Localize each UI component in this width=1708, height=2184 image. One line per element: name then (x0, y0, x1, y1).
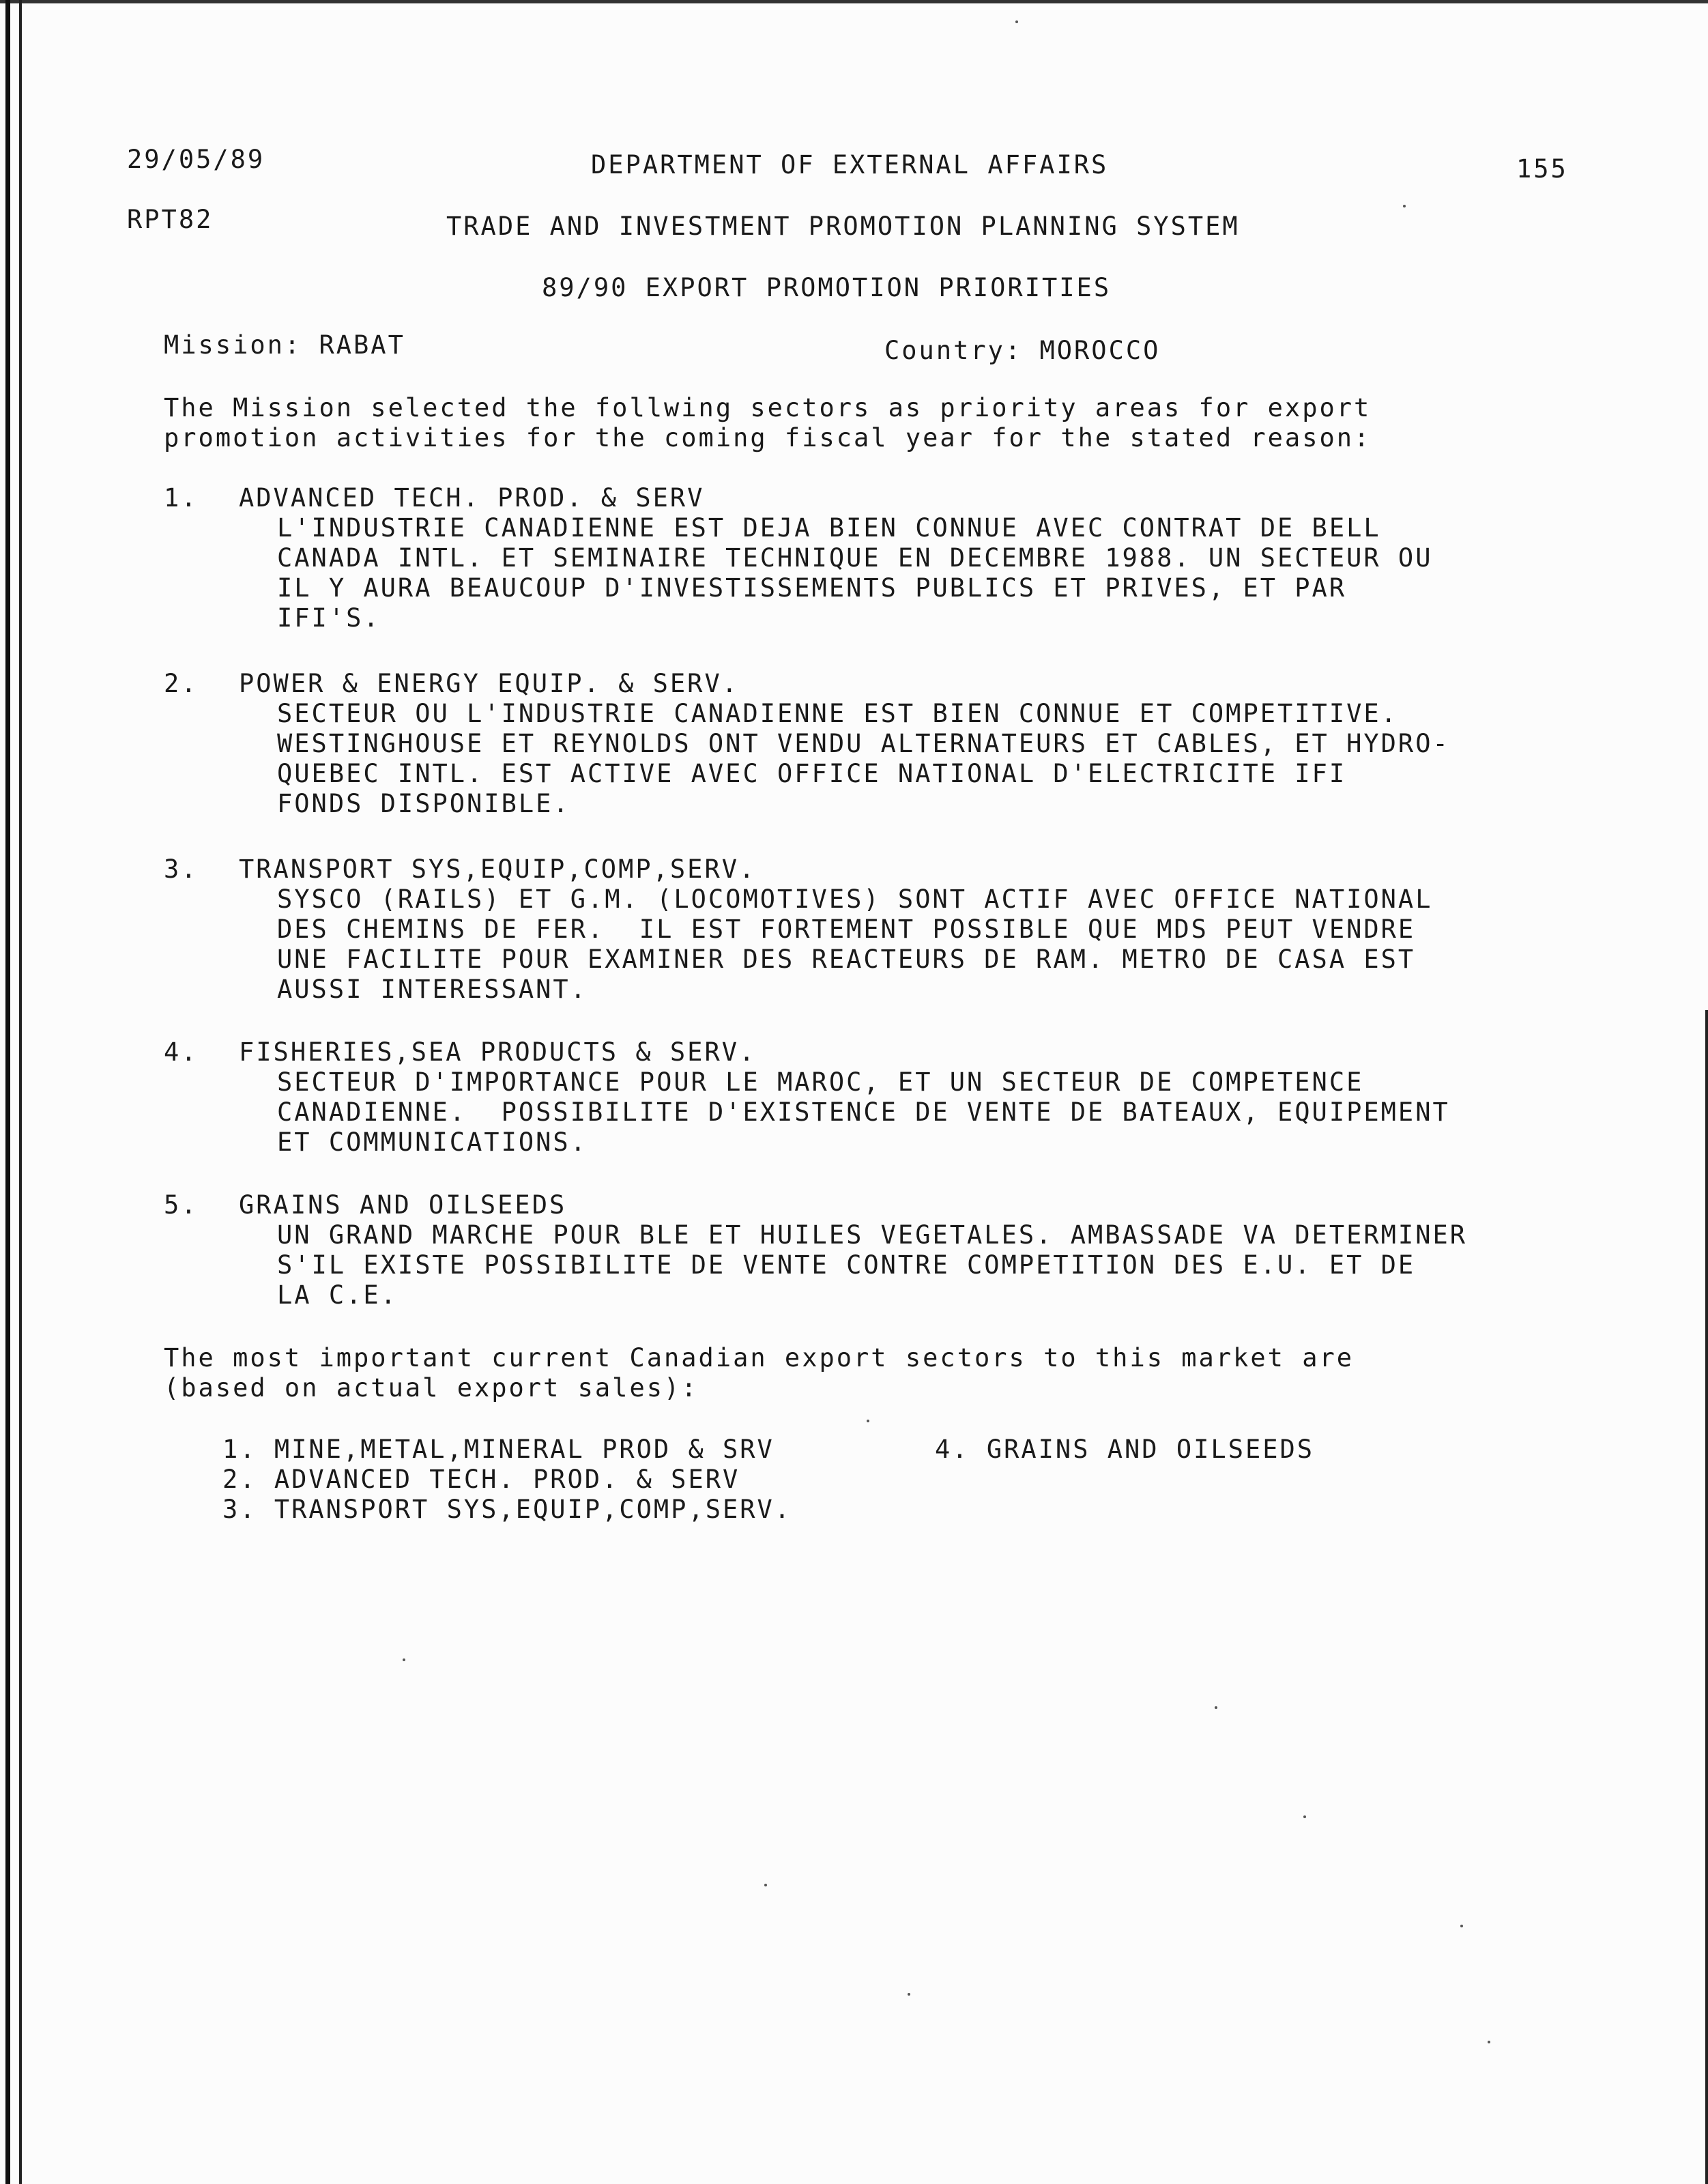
current-sectors-intro: The most important current Canadian export sectors to this market are (based on actual export sales): (164, 1343, 1355, 1403)
sector-number: 5. (164, 1190, 199, 1220)
current-sector-item: 2. ADVANCED TECH. PROD. & SERV (222, 1465, 740, 1494)
country-label: Country: MOROCCO (884, 336, 1161, 365)
page-number: 155 (1516, 154, 1568, 184)
sector-number: 2. (164, 669, 199, 698)
scan-speck (1303, 1815, 1306, 1818)
scan-edge-top (0, 0, 1708, 3)
sector-description: SECTEUR OU L'INDUSTRIE CANADIENNE EST BIEN CONNUE ET COMPETITIVE. WESTINGHOUSE ET REYNOLDS ONT VENDU ALTERNATEURS ET CABLES, ET HYDRO- QUEBEC INTL. EST ACTIVE AVEC OFFICE NATIONAL D'ELECTRICITE IFI FONDS DISPONIBLE. (277, 699, 1450, 818)
sector-description: UN GRAND MARCHE POUR BLE ET HUILES VEGETALES. AMBASSADE VA DETERMINER S'IL EXISTE POSSIBILITE DE VENTE CONTRE COMPETITION DES E.U. ET DE LA C.E. (277, 1220, 1468, 1310)
sector-title: FISHERIES,SEA PRODUCTS & SERV. (239, 1037, 757, 1067)
scan-edge-right (1705, 1010, 1708, 2184)
current-sector-item: 1. MINE,METAL,MINERAL PROD & SRV (222, 1435, 775, 1464)
mission-label: Mission: RABAT (164, 330, 405, 360)
report-date: 29/05/89 (127, 145, 265, 174)
sector-title: ADVANCED TECH. PROD. & SERV (239, 483, 705, 513)
intro-paragraph: The Mission selected the follwing sectors as priority areas for export promotion activities for the coming fiscal year for the stated reason: (164, 393, 1372, 452)
sector-description: L'INDUSTRIE CANADIENNE EST DEJA BIEN CONNUE AVEC CONTRAT DE BELL CANADA INTL. ET SEMINAIRE TECHNIQUE EN DECEMBRE 1988. UN SECTEUR OU IL Y AURA BEAUCOUP D'INVESTISSEMENTS PUBLICS ET PRIVES, ET PAR IFI'S. (277, 513, 1433, 633)
sector-number: 4. (164, 1037, 199, 1067)
scan-edge-left (5, 0, 10, 2184)
report-code: RPT82 (127, 205, 214, 234)
scan-speck (764, 1884, 767, 1886)
department-title: DEPARTMENT OF EXTERNAL AFFAIRS (591, 150, 1109, 179)
sector-title: POWER & ENERGY EQUIP. & SERV. (239, 669, 740, 698)
scan-speck (908, 1993, 910, 1996)
scan-edge-left-inner (19, 0, 22, 2184)
scan-speck (1488, 2041, 1490, 2043)
current-sector-item: 3. TRANSPORT SYS,EQUIP,COMP,SERV. (222, 1495, 792, 1524)
sector-description: SECTEUR D'IMPORTANCE POUR LE MAROC, ET UN SECTEUR DE COMPETENCE CANADIENNE. POSSIBILITE D'EXISTENCE DE VENTE DE BATEAUX, EQUIPEMENT ET COMMUNICATIONS. (277, 1067, 1450, 1157)
scan-speck (867, 1420, 869, 1422)
sector-title: TRANSPORT SYS,EQUIP,COMP,SERV. (239, 854, 757, 884)
sector-number: 1. (164, 483, 199, 513)
priorities-title: 89/90 EXPORT PROMOTION PRIORITIES (542, 273, 1112, 302)
system-title: TRADE AND INVESTMENT PROMOTION PLANNING SYSTEM (446, 212, 1240, 241)
scan-speck (1403, 205, 1406, 207)
scan-speck (1215, 1706, 1217, 1709)
scan-speck (1460, 1925, 1463, 1927)
current-sector-item: 4. GRAINS AND OILSEEDS (935, 1435, 1315, 1464)
sector-description: SYSCO (RAILS) ET G.M. (LOCOMOTIVES) SONT ACTIF AVEC OFFICE NATIONAL DES CHEMINS DE FER. IL EST FORTEMENT POSSIBLE QUE MDS PEUT VENDRE UNE FACILITE POUR EXAMINER DES REACTEURS DE RAM. METRO DE CASA EST AUSSI INTERESSANT. (277, 885, 1433, 1004)
scan-speck (1015, 20, 1018, 23)
scan-speck (403, 1658, 405, 1661)
sector-number: 3. (164, 854, 199, 884)
sector-title: GRAINS AND OILSEEDS (239, 1190, 567, 1220)
